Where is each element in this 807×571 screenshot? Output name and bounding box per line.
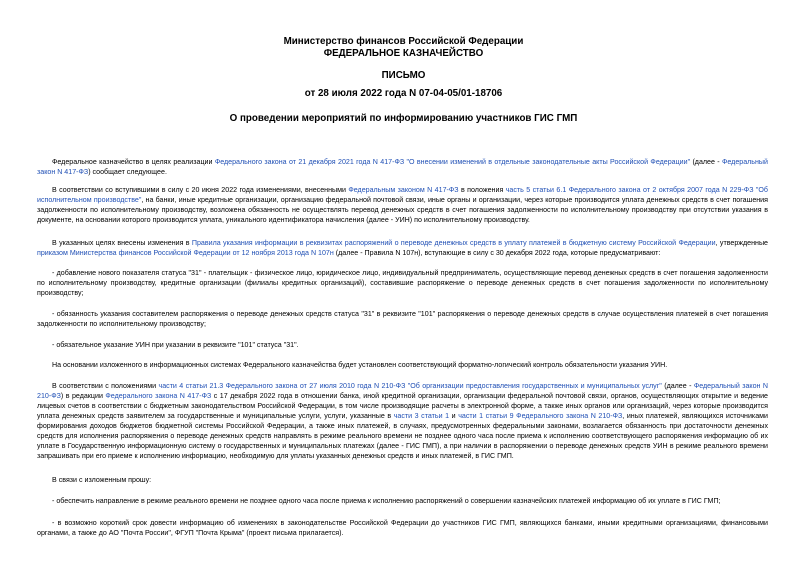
law-link-210fz-art1[interactable]: части 3 статьи 1 [393, 412, 450, 420]
law-link-210fz[interactable]: Федеральный закон N 210-ФЗ [37, 382, 768, 400]
paragraph-text: Федеральное казначейство в целях реализации [52, 158, 215, 166]
paragraph-text: (далее - [661, 382, 694, 390]
law-link-417fz-title[interactable]: Федерального закона от 21 декабря 2021 года N 417-ФЗ "О внесении изменений в отдельные законодательные акты Российской Федерации" [214, 158, 691, 166]
paragraph-text: (далее - [690, 158, 722, 166]
paragraph-text: в положения [458, 186, 506, 194]
ministry-name: Министерство финансов Российской Федерации [283, 36, 524, 47]
law-link-417fz[interactable]: Федеральный закон N 417-ФЗ [37, 158, 768, 176]
document-subject: О проведении мероприятий по информированию участников ГИС ГМП [229, 113, 578, 124]
paragraph-text: , на банки, иные кредитные организации, организацию федеральной почтовой связи, иные органы и организации, через которые производится уплата денежных средств в счет погашения задолженности по исполнительному производству, возложена обязанность не осуществлять перевод денежных средств в счет погашения задолженности по исполнительному производству при отсутствии указания в документе, на основании которого производится уплата, уникального идентификатора начисления (далее - УИН) по исполнительному производству. [37, 196, 768, 224]
paragraph-text: , утвержденные [715, 239, 768, 247]
paragraph-text: с 17 декабря 2022 года в отношении банка, иной кредитной организации, организации федеральной почтовой связи, органов, осуществляющих открытие и ведение лицевых счетов в соответствии с бюджетным законодательством Российской Федерации, в том числе производящие расчеты в электронной форме, а также иных органов или организаций, через которые производится уплата денежных средств заявителем за государственные и муниципальные услуги, услуги, указанные в [37, 392, 768, 420]
paragraph-6: - обязательное указание УИН при указании в реквизите "101" статуса "31". [52, 341, 299, 349]
paragraph-2 [37, 185, 768, 225]
law-link-210fz-art9[interactable]: части 1 статьи 9 Федерального закона N 210-ФЗ [458, 412, 623, 420]
paragraph-text: В указанных целях внесены изменения в [52, 239, 192, 247]
paragraph-7: На основании изложенного в информационных системах Федерального казначейства будет установлен соответствующий форматно-логический контроль обязательности указания УИН. [52, 361, 668, 369]
rules-link[interactable]: Правила указания информации в реквизитах распоряжений о переводе денежных средств в уплату платежей в бюджетную систему Российской Федерации [191, 239, 716, 247]
law-link-210fz-part4[interactable]: части 4 статьи 21.3 Федерального закона от 27 июля 2010 года N 210-ФЗ "Об организации предоставления государственных и муниципальных услуг" [158, 382, 662, 390]
paragraph-text: В соответствии со вступившими в силу с 20 июня 2022 года изменениями, внесенными [52, 186, 349, 194]
order-107n-link[interactable]: приказом Министерства финансов Российской Федерации от 12 ноября 2013 года N 107н [37, 249, 334, 257]
paragraph-10: - обеспечить направление в режиме реального времени не позднее одного часа после приема к исполнению распоряжений о совершении казначейских платежей информацию об их уплате в ГИС ГМП; [52, 497, 721, 505]
paragraph-5: - обязанность указания составителем распоряжения о переводе денежных средств статуса "31" в реквизите "101" распоряжения о переводе денежных средств в случае осуществления платежей в счет погашения задолженности по исполнительному производству; [37, 310, 768, 328]
paragraph-text: , иных платежей, являющихся источниками формирования доходов бюджетов бюджетной системы Российской Федерации, а также иных платежей, в случаях, предусмотренных федеральными законами, возлагается обязанность при достаточности денежных средств для исполнения распоряжения о переводе денежных средств направлять в режиме реального времени не позднее одного часа после приема к исполнению соответствующего распоряжения информацию об их уплате в Государственную информационную систему о государственных и муниципальных платежах (далее - ГИС ГМП), а при наличии в распоряжении о переводе денежных средств УИН в режиме реального времени запрашивать при его приеме к исполнению информацию, необходимую для уплаты указанных денежных средств и иных платежей, в ГИС ГМП. [37, 412, 768, 460]
paragraph-4: - добавление нового показателя статуса "31" - плательщик - физическое лицо, юридическое лицо, индивидуальный предприниматель, осуществляющие перевод денежных средств в счет погашения задолженности по исполнительному производству, кредитные организации (филиалы кредитных организаций), составившие распоряжение о переводе денежных средств в счет погашения задолженности по исполнительному производству; [37, 269, 768, 297]
paragraph-1 [37, 157, 768, 177]
paragraph-text: (далее - Правила N 107н), вступающие в силу с 30 декабря 2022 года, которые предусматривают: [333, 249, 661, 257]
law-link-229fz[interactable]: часть 5 статьи 6.1 Федерального закона от 2 октября 2007 года N 229-ФЗ "Об исполнительном производстве" [37, 186, 768, 204]
law-link-417fz[interactable]: Федеральным законом N 417-ФЗ [348, 186, 459, 194]
paragraph-text: ) в редакции [60, 392, 106, 400]
paragraph-text: В соответствии с положениями [52, 382, 159, 390]
document-type: ПИСЬМО [381, 70, 426, 81]
paragraph-11: - в возможно короткий срок довести информацию об изменениях в законодательстве Российской Федерации до участников ГИС ГМП, являющихся банками, иными кредитными организациями, финансовыми органами, а также до АО "Почта России", ФГУП "Почта Крыма" (проект письма прилагается). [37, 519, 768, 537]
paragraph-8 [37, 381, 768, 461]
paragraph-9: В связи с изложенным прошу: [52, 476, 152, 484]
paragraph-text: ) сообщает следующее. [88, 168, 167, 176]
document-date-number: от 28 июля 2022 года N 07-04-05/01-18706 [304, 88, 503, 99]
treasury-name: ФЕДЕРАЛЬНОЕ КАЗНАЧЕЙСТВО [323, 48, 484, 59]
law-link-417fz[interactable]: Федерального закона N 417-ФЗ [105, 392, 212, 400]
paragraph-text: и [449, 412, 459, 420]
paragraph-3 [37, 238, 768, 258]
